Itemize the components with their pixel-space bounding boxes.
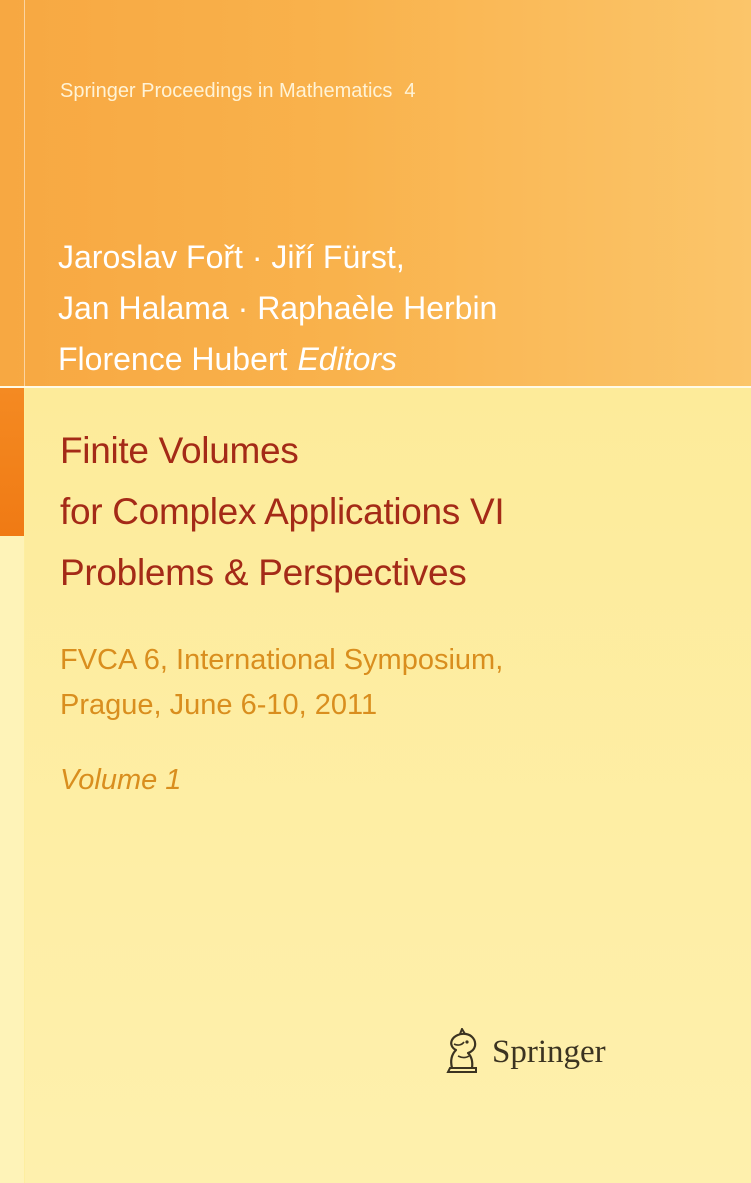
- accent-strip: [0, 388, 24, 536]
- publisher-name: Springer: [492, 1033, 606, 1070]
- side-strip: [0, 536, 24, 1183]
- editor-line-1: Jaroslav Fořt · Jiří Fürst,: [58, 239, 405, 275]
- series-title: [60, 80, 416, 103]
- editors-role: Editors: [297, 341, 398, 377]
- volume-label: Volume 1: [60, 764, 182, 796]
- book-title: [60, 420, 504, 603]
- title-line-1: Finite Volumes: [60, 430, 299, 471]
- spine-rule: [24, 0, 25, 386]
- subtitle-line-1: FVCA 6, International Symposium,: [60, 644, 504, 676]
- title-line-2: for Complex Applications VI: [60, 491, 505, 532]
- book-subtitle: [60, 638, 503, 728]
- editor-line-3: [58, 334, 497, 385]
- editors-block: [58, 232, 497, 385]
- editor-name-hubert: Florence Hubert: [58, 341, 288, 377]
- series-name: Springer Proceedings in Mathematics: [60, 80, 393, 102]
- title-line-3: Problems & Perspectives: [60, 552, 467, 593]
- series-number: 4: [404, 80, 416, 102]
- subtitle-line-2: Prague, June 6-10, 2011: [60, 689, 378, 721]
- editor-line-2: Jan Halama · Raphaèle Herbin: [58, 290, 498, 326]
- publisher-logo: [440, 1026, 606, 1078]
- springer-knight-icon: [440, 1028, 486, 1076]
